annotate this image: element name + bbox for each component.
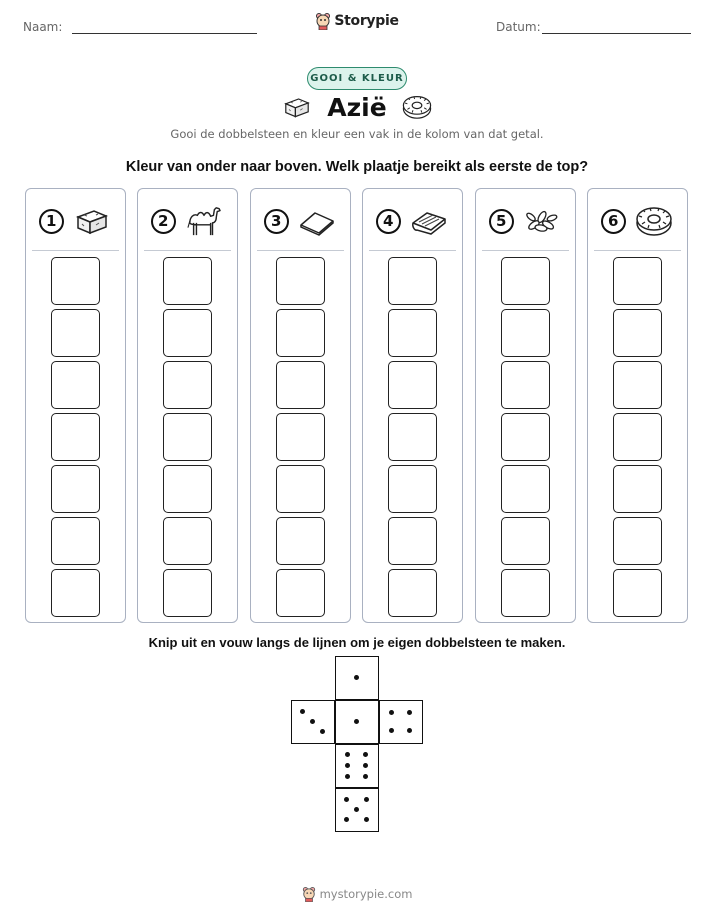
column-2: [137, 188, 238, 623]
color-cell[interactable]: [501, 517, 550, 565]
color-cell[interactable]: [163, 361, 212, 409]
color-cell[interactable]: [163, 569, 212, 617]
die-face-5: [335, 788, 379, 832]
pip: [345, 752, 350, 757]
cell-stack: [613, 257, 662, 621]
die-face-6: [335, 744, 379, 788]
color-cell[interactable]: [613, 465, 662, 513]
color-cell[interactable]: [276, 517, 325, 565]
column-number: 3: [264, 209, 289, 234]
date-line: [542, 33, 691, 34]
name-line: [72, 33, 257, 34]
color-cell[interactable]: [613, 517, 662, 565]
color-cell[interactable]: [163, 413, 212, 461]
footer-url[interactable]: mystorypie.com: [319, 887, 413, 901]
die-face-1-center: [335, 700, 379, 744]
camel-icon: [184, 204, 224, 238]
color-cell[interactable]: [276, 309, 325, 357]
color-cell[interactable]: [51, 257, 100, 305]
column-number: 2: [151, 209, 176, 234]
column-5: [475, 188, 576, 623]
pip: [363, 752, 368, 757]
column-number: 1: [39, 209, 64, 234]
color-cell[interactable]: [51, 465, 100, 513]
divider: [144, 250, 231, 251]
cutout-instruction: Knip uit en vouw langs de lijnen om je eigen dobbelsteen te maken.: [148, 635, 566, 650]
seeds-icon: [522, 204, 562, 238]
tofu-icon: [281, 94, 313, 120]
color-cell[interactable]: [276, 569, 325, 617]
color-cell[interactable]: [501, 465, 550, 513]
color-cell[interactable]: [388, 257, 437, 305]
pip: [364, 797, 369, 802]
color-cell[interactable]: [163, 517, 212, 565]
color-cell[interactable]: [613, 413, 662, 461]
pip: [363, 774, 368, 779]
die-face-4: [379, 700, 423, 744]
column-1: [25, 188, 126, 623]
storypie-mascot-icon: [315, 12, 331, 30]
pip: [345, 763, 350, 768]
color-cell[interactable]: [276, 361, 325, 409]
color-cell[interactable]: [388, 517, 437, 565]
color-cell[interactable]: [613, 309, 662, 357]
subtitle: Gooi de dobbelsteen en kleur een vak in de kolom van dat getal.: [170, 127, 544, 141]
instruction: Kleur van onder naar boven. Welk plaatje bereikt als eerste de top?: [125, 159, 589, 175]
color-cell[interactable]: [501, 413, 550, 461]
column-number: 5: [489, 209, 514, 234]
pip: [407, 710, 412, 715]
pip: [363, 763, 368, 768]
divider: [594, 250, 681, 251]
color-cell[interactable]: [51, 517, 100, 565]
brand-logo: [0, 12, 714, 30]
color-cell[interactable]: [501, 257, 550, 305]
color-cell[interactable]: [613, 361, 662, 409]
color-cell[interactable]: [51, 569, 100, 617]
color-cell[interactable]: [51, 309, 100, 357]
pip: [345, 774, 350, 779]
mooncake-icon: [401, 93, 433, 121]
divider: [482, 250, 569, 251]
color-cell[interactable]: [501, 569, 550, 617]
color-cell[interactable]: [51, 413, 100, 461]
name-label: Naam:: [23, 20, 63, 34]
activity-badge: GOOI & KLEUR: [307, 67, 407, 90]
color-cell[interactable]: [388, 569, 437, 617]
cell-stack: [51, 257, 100, 621]
column-number: 4: [376, 209, 401, 234]
storypie-mascot-icon: [302, 886, 316, 902]
color-cell[interactable]: [388, 465, 437, 513]
cell-stack: [276, 257, 325, 621]
pip: [354, 675, 359, 680]
color-cell[interactable]: [388, 309, 437, 357]
pip: [344, 797, 349, 802]
tofu-icon: [72, 204, 112, 238]
pip: [310, 719, 315, 724]
cell-stack: [501, 257, 550, 621]
pip: [389, 728, 394, 733]
folded-towel-icon: [409, 204, 449, 238]
color-cell[interactable]: [388, 413, 437, 461]
title-row: [0, 90, 714, 124]
column-4: [362, 188, 463, 623]
color-cell[interactable]: [163, 257, 212, 305]
cell-stack: [388, 257, 437, 621]
color-cell[interactable]: [276, 257, 325, 305]
pip: [354, 807, 359, 812]
brand-name: Storypie: [334, 13, 399, 29]
divider: [32, 250, 119, 251]
color-cell[interactable]: [501, 309, 550, 357]
date-label: Datum:: [496, 20, 541, 34]
color-cell[interactable]: [613, 569, 662, 617]
color-cell[interactable]: [613, 257, 662, 305]
color-cell[interactable]: [501, 361, 550, 409]
column-number: 6: [601, 209, 626, 234]
column-3: [250, 188, 351, 623]
color-cell[interactable]: [163, 309, 212, 357]
color-cell[interactable]: [51, 361, 100, 409]
pip: [300, 709, 305, 714]
pip: [389, 710, 394, 715]
column-6: [587, 188, 688, 623]
divider: [369, 250, 456, 251]
mooncake-icon: [634, 204, 674, 238]
page-title: Azië: [327, 92, 387, 122]
color-cell[interactable]: [276, 465, 325, 513]
color-cell[interactable]: [388, 361, 437, 409]
die-face-1: [335, 656, 379, 700]
color-cell[interactable]: [276, 413, 325, 461]
pip: [364, 817, 369, 822]
pip: [344, 817, 349, 822]
divider: [257, 250, 344, 251]
die-face-3: [291, 700, 335, 744]
pip: [320, 729, 325, 734]
cell-stack: [163, 257, 212, 621]
color-cell[interactable]: [163, 465, 212, 513]
pip: [407, 728, 412, 733]
nori-sheet-icon: [297, 204, 337, 238]
pip: [354, 719, 359, 724]
footer: [0, 886, 714, 902]
